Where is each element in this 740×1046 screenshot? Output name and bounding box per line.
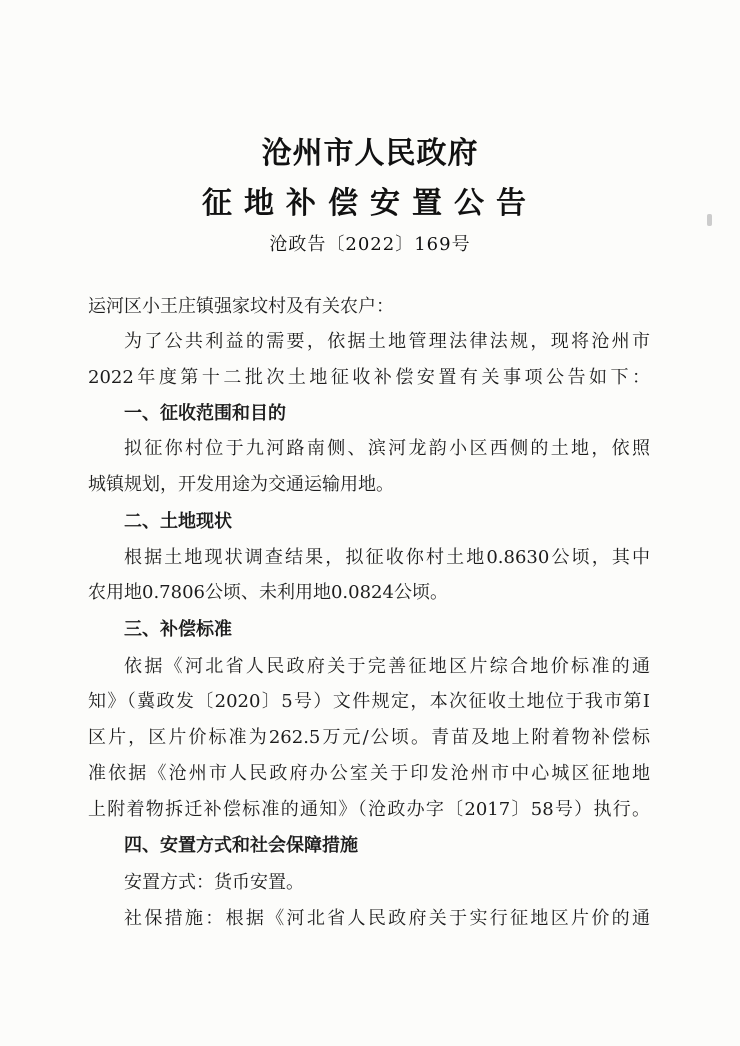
section-1-line-1: 拟征你村位于九河路南侧、滨河龙韵小区西侧的土地，依照 [124,438,650,459]
intro-line-2: 2022年度第十二批次土地征收补偿安置有关事项公告如下： [88,367,650,388]
section-heading-4: 四、安置方式和社会保障措施 [124,835,358,856]
section-3-line-4: 准依据《沧州市人民政府办公室关于印发沧州市中心城区征地地 [88,763,650,784]
section-3-line-3: 区片，区片价标准为262.5万元/公顷。青苗及地上附着物补偿标 [88,727,650,748]
section-heading-2: 二、土地现状 [124,511,232,532]
addressee: 运河区小王庄镇强家坟村及有关农户： [88,296,394,317]
intro-line-1: 为了公共利益的需要，依据土地管理法律法规，现将沧州市 [124,331,650,352]
section-3-line-5: 上附着物拆迁补偿标准的通知》（沧政办字〔2017〕58号）执行。 [88,799,650,820]
section-3-line-1: 依据《河北省人民政府关于完善征地区片综合地价标准的通 [124,656,650,677]
section-heading-3: 三、补偿标准 [124,619,232,640]
section-4-line-1: 安置方式：货币安置。 [124,872,304,893]
section-4-line-2: 社保措施：根据《河北省人民政府关于实行征地区片价的通 [124,908,650,929]
notice-title: 征地补偿安置公告 [202,186,538,221]
section-heading-1: 一、征收范围和目的 [124,403,286,424]
document-number: 沧政告〔2022〕169号 [269,234,471,255]
scan-artifact [707,214,712,226]
section-2-line-2: 农用地0.7806公顷、未利用地0.0824公顷。 [88,582,448,603]
section-3-line-2: 知》（冀政发〔2020〕5号）文件规定，本次征收土地位于我市第Ⅰ [88,691,650,712]
section-2-line-1: 根据土地现状调查结果，拟征收你村土地0.8630公顷，其中 [124,547,650,568]
issuer-title: 沧州市人民政府 [261,136,479,171]
section-1-line-2: 城镇规划，开发用途为交通运输用地。 [88,474,394,495]
